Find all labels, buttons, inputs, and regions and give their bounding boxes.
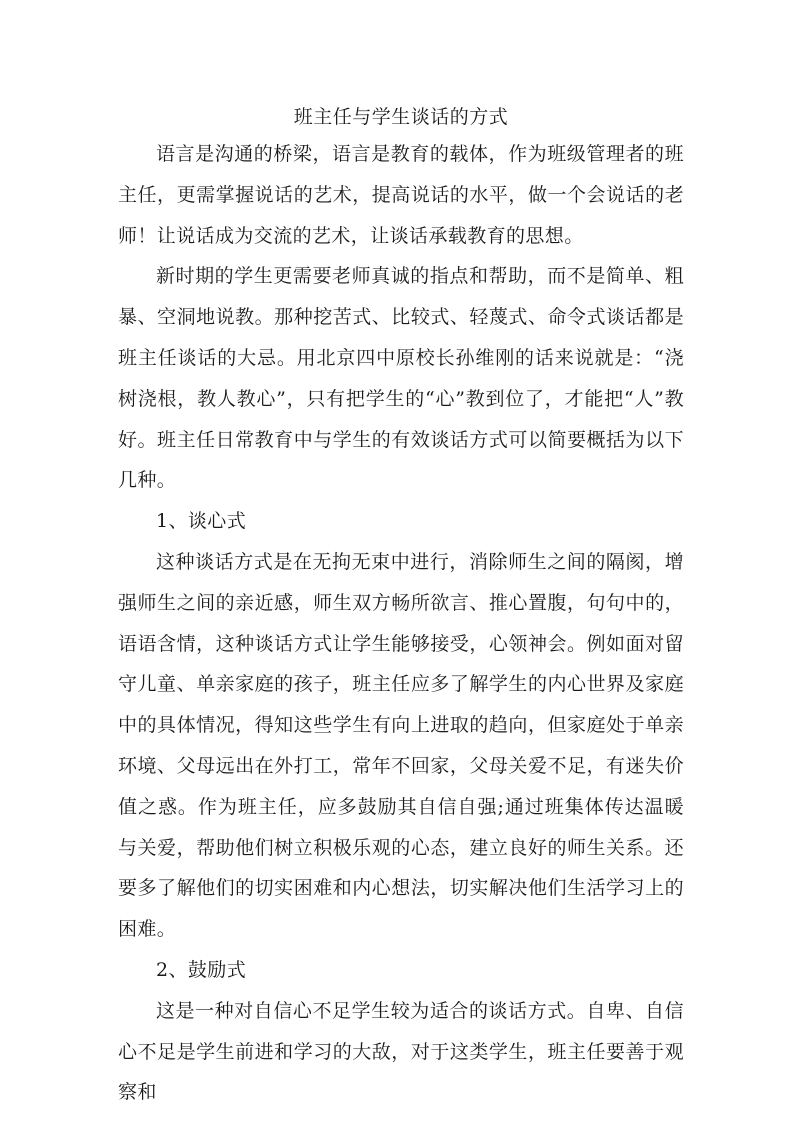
intro-paragraph-2: 新时期的学生更需要老师真诚的指点和帮助，而不是简单、粗暴、空洞地说教。那种挖苦式、比较式、轻蔑式、命令式谈话都是班主任谈话的大忌。用北京四中原校长孙维刚的话来说就是：“浇树浇根，教人教心”，只有把学生的“心”教到位了，才能把“人”教好。班主任日常教育中与学生的有效谈话方式可以简要概括为以下几种。 [118,265,684,492]
document-title: 班主任与学生谈话的方式 [293,106,509,128]
section-paragraph-heart-to-heart: 这种谈话方式是在无拘无束中进行，消除师生之间的隔阂，增强师生之间的亲近感，师生双方畅所欲言、推心置腹，句句中的，语语含情，这种谈话方式让学生能够接受，心领神会。例如面对留守儿童、单亲家庭的孩子，班主任应多了解学生的内心世界及家庭中的具体情况，得知这些学生有向上进取的趋向，但家庭处于单亲环境、父母远出在外打工，常年不回家，父母关爱不足，有迷失价值之惑。作为班主任，应多鼓励其自信自强;通过班集体传达温暖与关爱，帮助他们树立积极乐观的心态，建立良好的师生关系。还要多了解他们的切实困难和内心想法，切实解决他们生活学习上的困难。 [118,550,684,941]
section-paragraph-encouragement: 这是一种对自信心不足学生较为适合的谈话方式。自卑、自信心不足是学生前进和学习的大敌，对于这类学生，班主任要善于观察和 [118,999,684,1104]
document-body [118,101,684,1113]
intro-paragraph-1: 语言是沟通的桥梁，语言是教育的载体，作为班级管理者的班主任，更需掌握说话的艺术，提高说话的水平，做一个会说话的老师！让说话成为交流的艺术，让谈话承载教育的思想。 [118,143,684,247]
section-heading-heart-to-heart: 1、谈心式 [156,510,247,533]
section-heading-encouragement: 2、鼓励式 [156,958,247,981]
